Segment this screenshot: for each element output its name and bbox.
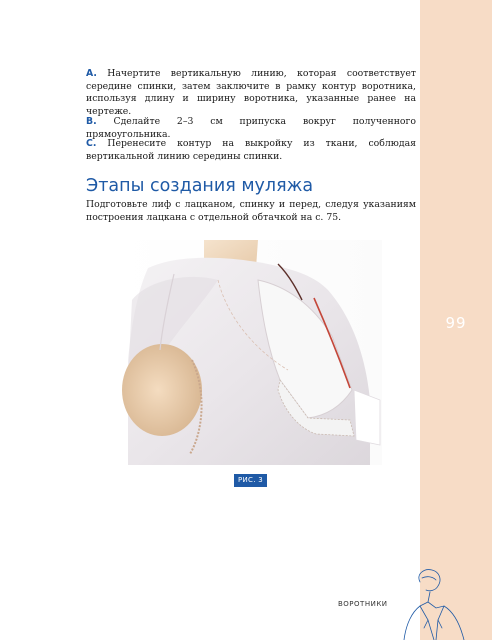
section-body: Подготовьте лиф с лацканом, спинку и перед, следуя указаниям построения лацкана с отдельной обтачкой на с. 75. bbox=[86, 199, 416, 223]
chapter-title: ВОРОТНИКИ bbox=[338, 600, 388, 608]
section-title: Этапы создания муляжа bbox=[86, 176, 314, 196]
step-b-text: Сделайте 2–3 см припуска вокруг полученного прямоугольника. bbox=[86, 116, 416, 140]
step-c-letter: C. bbox=[86, 138, 97, 149]
step-c-text: Перенесите контур на выкройку из ткани, соблюдая вертикальной линию середины спинки. bbox=[86, 138, 416, 162]
page-number: 99 bbox=[445, 314, 467, 332]
step-c-paragraph bbox=[86, 138, 416, 163]
mannequin-photo bbox=[118, 240, 382, 465]
step-a-letter: A. bbox=[86, 68, 97, 79]
jacket-sketch-icon bbox=[390, 568, 492, 640]
step-a-paragraph bbox=[86, 68, 416, 118]
figure-label: РИС. 3 bbox=[234, 474, 267, 487]
step-a-text: Начертите вертикальную линию, которая соответствует середине спинки, затем заключите в рамку контур воротника, используя длину и ширину воротника, указанные ранее на чертеже. bbox=[86, 68, 416, 117]
mannequin-illustration bbox=[118, 240, 382, 465]
step-b-letter: B. bbox=[86, 116, 97, 127]
